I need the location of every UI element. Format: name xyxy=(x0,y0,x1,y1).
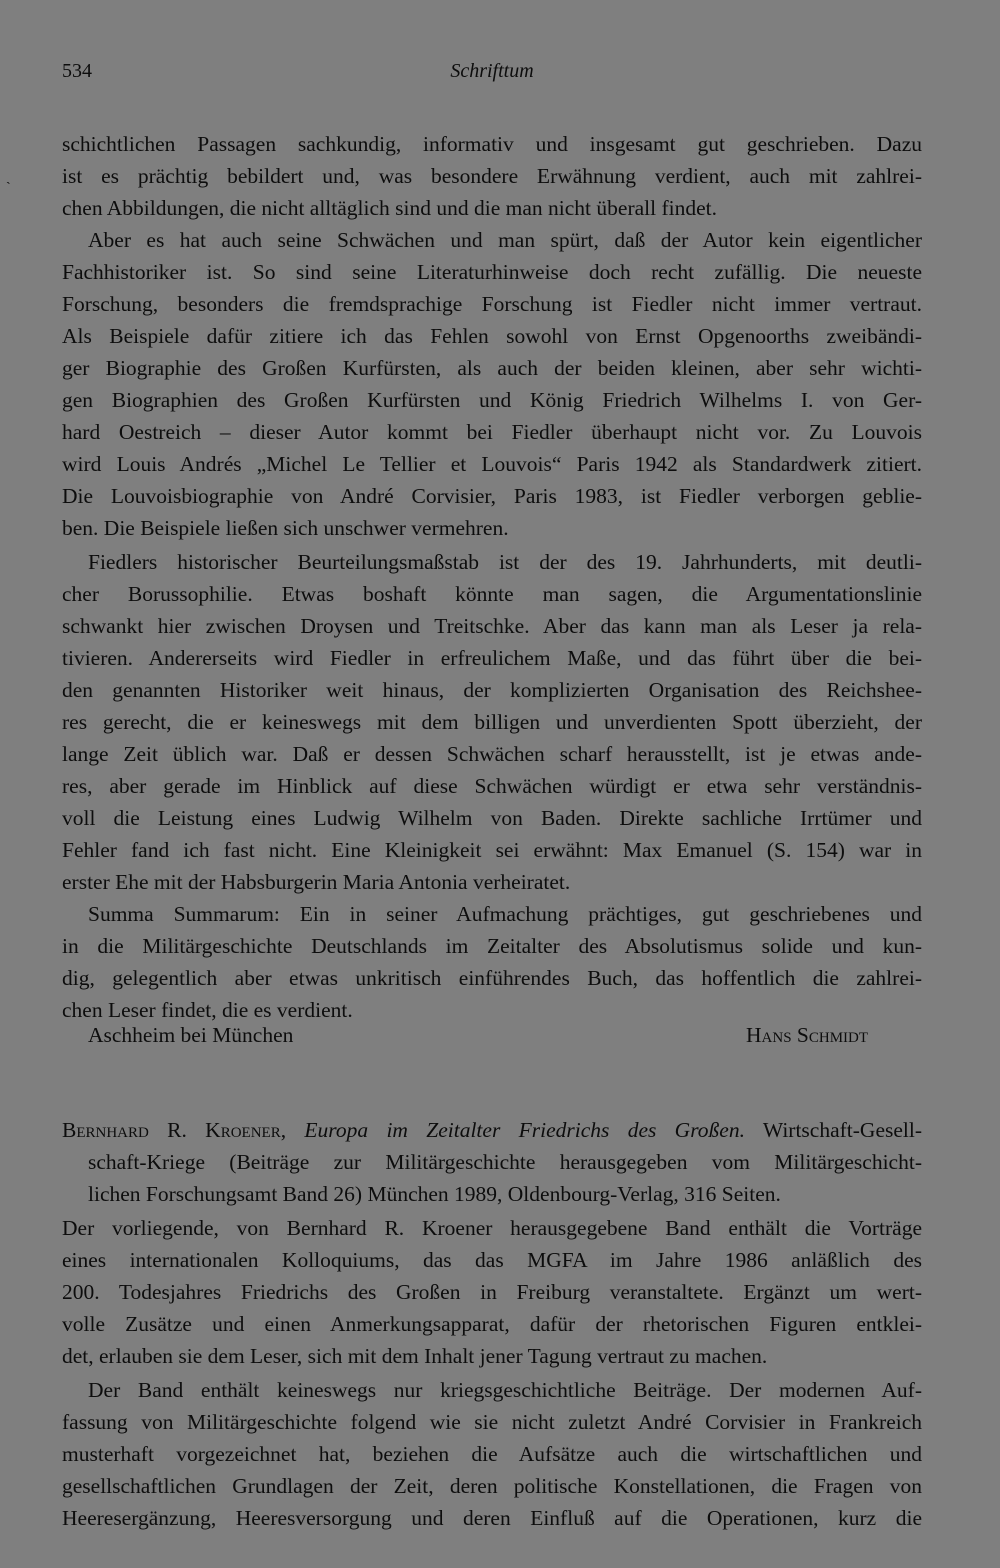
text-line: schwankt hier zwischen Droysen und Treitschke. Aber das kann man als Leser ja rela- xyxy=(62,614,922,638)
text-line: Summa Summarum: Ein in seiner Aufmachung prächtiges, gut geschriebenes und xyxy=(88,902,922,926)
text-line: det, erlauben sie dem Leser, sich mit dem Inhalt jener Tagung vertraut zu machen. xyxy=(62,1344,768,1368)
text-line: schichtlichen Passagen sachkundig, informativ und insgesamt gut geschrieben. Dazu xyxy=(62,132,922,156)
text-line: erster Ehe mit der Habsburgerin Maria Antonia verheiratet. xyxy=(62,870,571,894)
text-line: Die Louvoisbiographie von André Corvisier, Paris 1983, ist Fiedler verborgen geblie- xyxy=(62,484,922,508)
reviewer-location: Aschheim bei München xyxy=(88,1023,294,1047)
text-line: 200. Todesjahres Friedrichs des Großen in Freiburg veranstaltete. Ergänzt um wert- xyxy=(62,1280,922,1304)
citation-line: schaft-Kriege (Beiträge zur Militärgeschichte herausgegeben vom Militärgeschicht- xyxy=(88,1150,922,1174)
text-line: dig, gelegentlich aber etwas unkritisch einführendes Buch, das hoffentlich die zahlrei- xyxy=(62,966,922,990)
text-line: chen Abbildungen, die nicht alltäglich sind und die man nicht überall findet. xyxy=(62,196,717,220)
text-line: ist es prächtig bebildert und, was besondere Erwähnung verdient, auch mit zahlrei- xyxy=(62,164,922,188)
text-line: tivieren. Andererseits wird Fiedler in erfreulichem Maße, und das führt über die bei- xyxy=(62,646,922,670)
text-line: hard Oestreich – dieser Autor kommt bei Fiedler überhaupt nicht vor. Zu Louvois xyxy=(62,420,922,444)
text-line: Aber es hat auch seine Schwächen und man spürt, daß der Autor kein eigentlicher xyxy=(88,228,922,252)
text-line: volle Zusätze und einen Anmerkungsapparat, dafür der rhetorischen Figuren entklei- xyxy=(62,1312,922,1336)
text-line: wird Louis Andrés „Michel Le Tellier et Louvois“ Paris 1942 als Standardwerk zitiert. xyxy=(62,452,922,476)
text-line: lange Zeit üblich war. Daß er dessen Schwächen scharf herausstellt, ist je etwas ande- xyxy=(62,742,922,766)
text-line: Fachhistoriker ist. So sind seine Literaturhinweise doch recht zufällig. Die neueste xyxy=(62,260,922,284)
text-line: ben. Die Beispiele ließen sich unschwer vermehren. xyxy=(62,516,509,540)
citation-line: lichen Forschungsamt Band 26) München 1989, Oldenbourg-Verlag, 316 Seiten. xyxy=(88,1182,781,1206)
running-title: Schrifttum xyxy=(450,60,534,82)
text-line: res gerecht, die er keineswegs mit dem billigen und unverdienten Spott überzieht, der xyxy=(62,710,922,734)
page-number: 534 xyxy=(62,60,92,82)
text-line: Fehler fand ich fast nicht. Eine Kleinigkeit sei erwähnt: Max Emanuel (S. 154) war in xyxy=(62,838,922,862)
text-line: musterhaft vorgezeichnet hat, beziehen die Aufsätze auch die wirtschaftlichen und xyxy=(62,1442,922,1466)
citation-author: Bernhard R. Kroener, xyxy=(62,1118,287,1142)
page-header xyxy=(62,60,922,90)
text-line: voll die Leistung eines Ludwig Wilhelm von Baden. Direkte sachliche Irrtümer und xyxy=(62,806,922,830)
citation-title: Europa im Zeitalter Friedrichs des Großen. xyxy=(304,1118,745,1142)
text-line: Als Beispiele dafür zitiere ich das Fehlen sowohl von Ernst Opgenoorths zweibändi- xyxy=(62,324,922,348)
text-line: fassung von Militärgeschichte folgend wie sie nicht zuletzt André Corvisier in Frankreich xyxy=(62,1410,922,1434)
text-line: Forschung, besonders die fremdsprachige Forschung ist Fiedler nicht immer vertraut. xyxy=(62,292,922,316)
text-line: eines internationalen Kolloquiums, das das MGFA im Jahre 1986 anläßlich des xyxy=(62,1248,922,1272)
text-line: cher Borussophilie. Etwas boshaft könnte man sagen, die Argumentationslinie xyxy=(62,582,922,606)
text-line: gen Biographien des Großen Kurfürsten und König Friedrich Wilhelms I. von Ger- xyxy=(62,388,922,412)
text-line: Der Band enthält keineswegs nur kriegsgeschichtliche Beiträge. Der modernen Auf- xyxy=(88,1378,922,1402)
reviewer-name: Hans Schmidt xyxy=(746,1023,869,1047)
text-line: chen Leser findet, die es verdient. xyxy=(62,998,353,1022)
citation-subtitle: Wirtschaft-Gesell- xyxy=(762,1118,923,1142)
text-line: Fiedlers historischer Beurteilungsmaßstab ist der des 19. Jahrhunderts, mit deutli- xyxy=(88,550,922,574)
text-line: Der vorliegende, von Bernhard R. Kroener herausgegebene Band enthält die Vorträge xyxy=(62,1216,922,1240)
text-line: Heeresergänzung, Heeresversorgung und deren Einfluß auf die Operationen, kurz die xyxy=(62,1506,922,1530)
text-line: res, aber gerade im Hinblick auf diese Schwächen würdigt er etwa sehr verständnis- xyxy=(62,774,922,798)
citation-line xyxy=(62,1114,922,1146)
text-line: ger Biographie des Großen Kurfürsten, als auch der beiden kleinen, aber sehr wichti- xyxy=(62,356,922,380)
text-line: in die Militärgeschichte Deutschlands im Zeitalter des Absolutismus solide und kun- xyxy=(62,934,922,958)
text-line: gesellschaftlichen Grundlagen der Zeit, deren politische Konstellationen, die Fragen von xyxy=(62,1474,922,1498)
margin-mark: ˎ xyxy=(6,170,11,185)
text-line: den genannten Historiker weit hinaus, der komplizierten Organisation des Reichshee- xyxy=(62,678,922,702)
